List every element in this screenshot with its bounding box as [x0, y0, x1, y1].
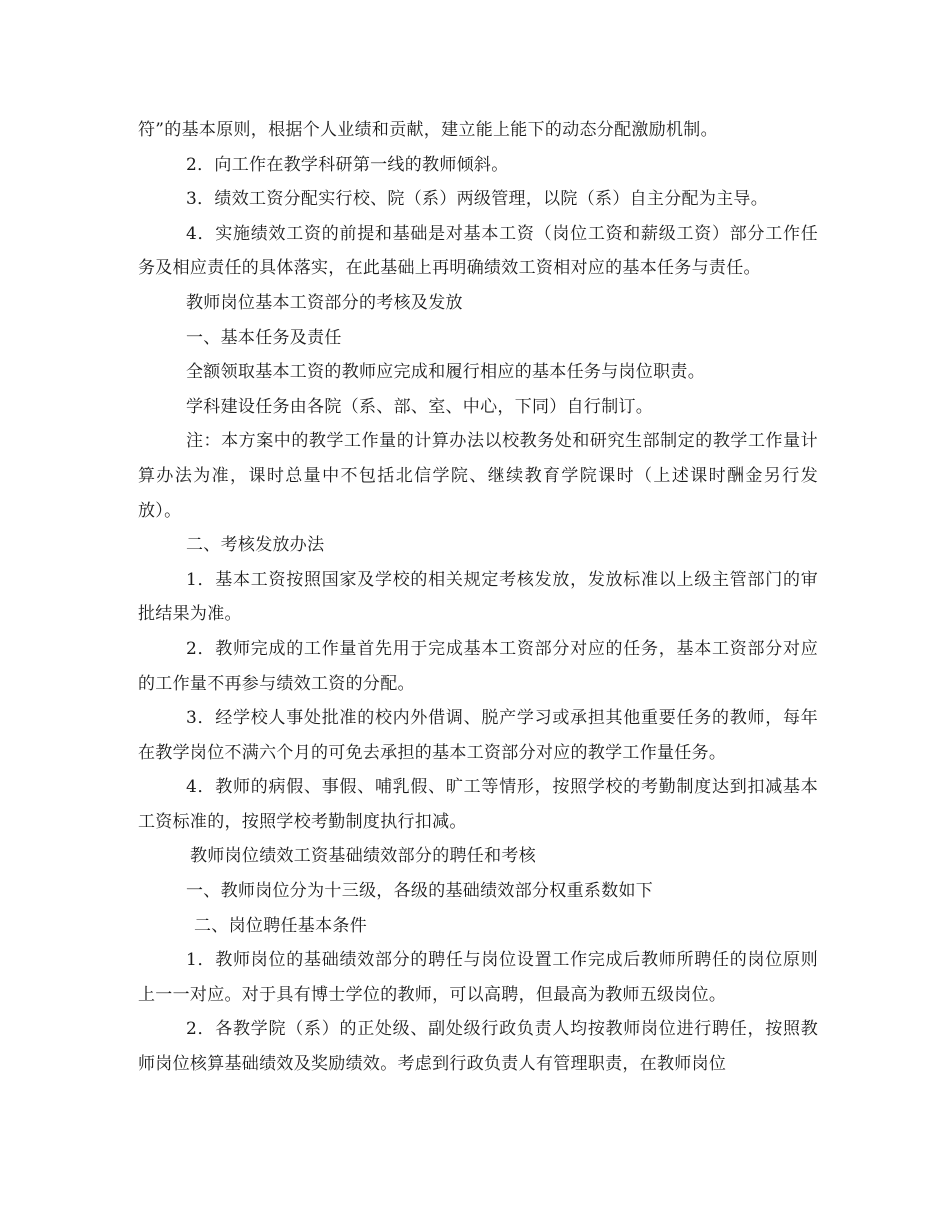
- section-heading-basic-salary: 教师岗位基本工资部分的考核及发放: [186, 292, 463, 313]
- paragraph-item-4: 4．实施绩效工资的前提和基础是对基本工资（岗位工资和薪级工资）部分工作任务及相应责任的具体落实，在此基础上再明确绩效工资相对应的基本任务与责任。: [138, 223, 818, 279]
- paragraph-full-salary-duties: 全额领取基本工资的教师应完成和履行相应的基本任务与岗位职责。: [186, 362, 705, 383]
- section-heading-performance-salary: 教师岗位绩效工资基础绩效部分的聘任和考核: [190, 846, 536, 867]
- paragraph-assessment-1: 1．基本工资按照国家及学校的相关规定考核发放，发放标准以上级主管部门的审批结果为准。: [138, 569, 818, 625]
- paragraph-assessment-3: 3．经学校人事处批准的校内外借调、脱产学习或承担其他重要任务的教师，每年在教学岗位不满六个月的可免去承担的基本工资部分对应的教学工作量任务。: [138, 708, 818, 763]
- paragraph-note-workload: 注：本方案中的教学工作量的计算办法以校教务处和研究生部制定的教学工作量计算办法为准，课时总量中不包括北信学院、继续教育学院课时（上述课时酬金另行发放）。: [138, 431, 818, 521]
- paragraph-item-2: 2．向工作在教学科研第一线的教师倾斜。: [186, 154, 509, 175]
- subheading-basic-tasks: 一、基本任务及责任: [186, 327, 342, 348]
- paragraph-hiring-2: 2．各教学院（系）的正处级、副处级行政负责人均按教师岗位进行聘任，按照教师岗位核算基础绩效及奖励绩效。考虑到行政负责人有管理职责，在教师岗位: [138, 1019, 818, 1075]
- paragraph-assessment-2: 2．教师完成的工作量首先用于完成基本工资部分对应的任务，基本工资部分对应的工作量不再参与绩效工资的分配。: [138, 638, 818, 694]
- document-body: [138, 113, 818, 1082]
- paragraph-principle-continuation: 符”的基本原则，根据个人业绩和贡献，建立能上能下的动态分配激励机制。: [138, 120, 718, 140]
- subheading-assessment-method: 二、考核发放办法: [186, 535, 325, 556]
- paragraph-discipline-tasks: 学科建设任务由各院（系、部、室、中心，下同）自行制订。: [186, 396, 654, 417]
- paragraph-hiring-1: 1．教师岗位的基础绩效部分的聘任与岗位设置工作完成后教师所聘任的岗位原则上一一对应。对于具有博士学位的教师，可以高聘，但最高为教师五级岗位。: [138, 950, 818, 1005]
- paragraph-item-3: 3．绩效工资分配实行校、院（系）两级管理，以院（系）自主分配为主导。: [186, 189, 769, 210]
- paragraph-assessment-4: 4．教师的病假、事假、哺乳假、旷工等情形，按照学校的考勤制度达到扣减基本工资标准的，按照学校考勤制度执行扣减。: [138, 777, 818, 832]
- subheading-hiring-conditions: 二、岗位聘任基本条件: [194, 915, 367, 936]
- subheading-post-levels: 一、教师岗位分为十三级，各级的基础绩效部分权重系数如下: [186, 881, 654, 902]
